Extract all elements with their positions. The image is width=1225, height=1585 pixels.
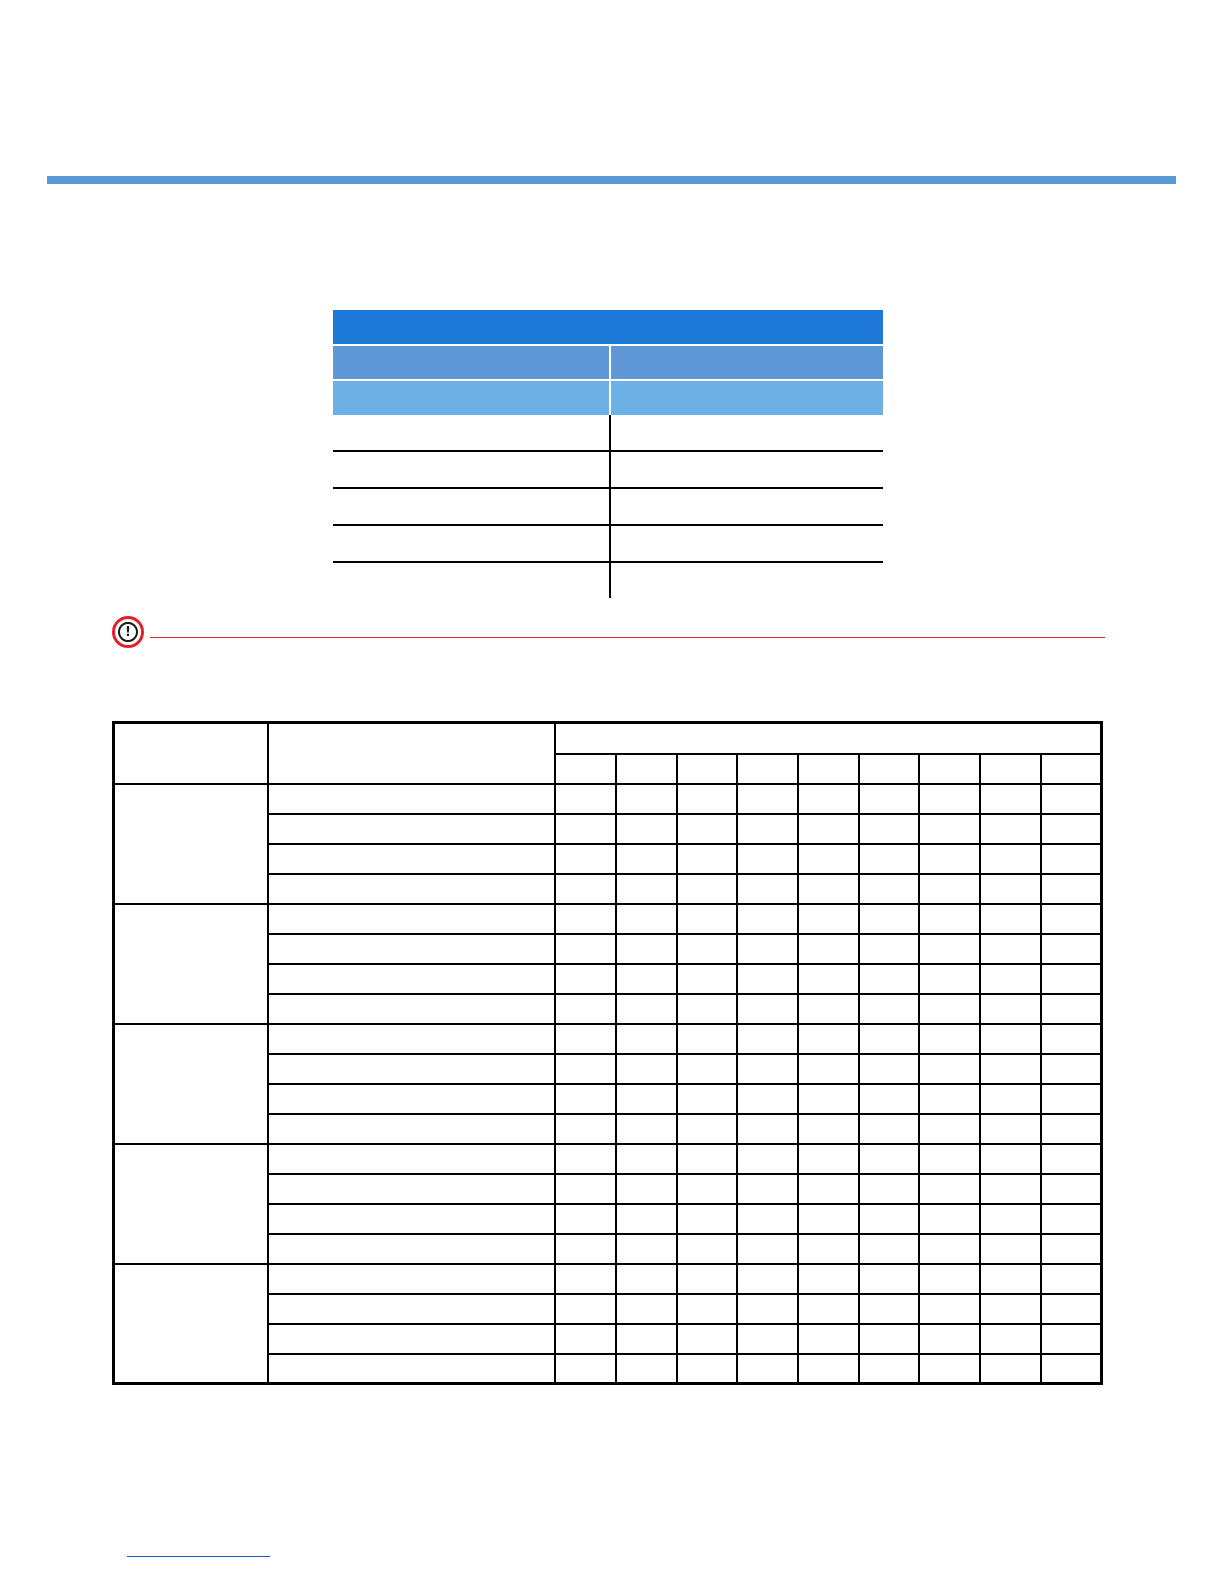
grid-col1-header — [114, 723, 269, 784]
spec-cell — [333, 451, 610, 488]
grid-cell — [1041, 1144, 1102, 1174]
spec-cell — [610, 562, 883, 598]
spec-header-cell — [333, 345, 610, 380]
grid-cell — [980, 904, 1041, 934]
grid-subheader-cell — [555, 754, 616, 784]
grid-cell — [859, 1114, 920, 1144]
grid-cell — [859, 844, 920, 874]
footer-link[interactable] — [127, 1556, 270, 1557]
grid-cell — [555, 994, 616, 1024]
grid-row-label — [268, 874, 555, 904]
grid-cell — [1041, 1114, 1102, 1144]
grid-cell — [555, 874, 616, 904]
spec-header-cell — [610, 345, 883, 380]
spec-table — [333, 310, 883, 598]
grid-cell — [919, 1114, 980, 1144]
grid-cell — [737, 934, 798, 964]
grid-cell — [616, 1054, 677, 1084]
grid-cell — [616, 1114, 677, 1144]
grid-cell — [980, 964, 1041, 994]
grid-cell — [677, 814, 738, 844]
grid-subheader-cell — [859, 754, 920, 784]
grid-subheader-cell — [1041, 754, 1102, 784]
grid-cell — [859, 1144, 920, 1174]
grid-group-label — [114, 904, 269, 1024]
grid-cell — [616, 1264, 677, 1294]
grid-row-label — [268, 1144, 555, 1174]
grid-cell — [798, 1324, 859, 1354]
grid-cell — [677, 1084, 738, 1114]
grid-cell — [980, 1114, 1041, 1144]
grid-row-label — [268, 1114, 555, 1144]
grid-cell — [677, 784, 738, 814]
grid-cell — [798, 814, 859, 844]
grid-cell — [616, 784, 677, 814]
grid-cell — [737, 1204, 798, 1234]
grid-cell — [677, 934, 738, 964]
grid-cell — [798, 1264, 859, 1294]
grid-cell — [919, 1024, 980, 1054]
exclamation-mark-glyph: ! — [118, 622, 138, 642]
grid-cell — [555, 1204, 616, 1234]
grid-cell — [980, 844, 1041, 874]
grid-cell — [616, 1144, 677, 1174]
grid-cell — [677, 1114, 738, 1144]
grid-cell — [1041, 814, 1102, 844]
grid-row-label — [268, 1354, 555, 1384]
grid-group-header — [555, 723, 1101, 754]
grid-cell — [677, 1024, 738, 1054]
grid-cell — [919, 1354, 980, 1384]
grid-cell — [555, 1324, 616, 1354]
grid-cell — [980, 994, 1041, 1024]
grid-cell — [798, 1024, 859, 1054]
grid-cell — [798, 1084, 859, 1114]
grid-cell — [1041, 1264, 1102, 1294]
grid-cell — [859, 1204, 920, 1234]
spec-table-row — [333, 451, 883, 488]
grid-row-label — [268, 1294, 555, 1324]
grid-cell — [677, 904, 738, 934]
grid-cell — [1041, 1324, 1102, 1354]
grid-cell — [798, 844, 859, 874]
grid-cell — [737, 1024, 798, 1054]
grid-cell — [859, 1174, 920, 1204]
grid-cell — [859, 1354, 920, 1384]
spec-cell — [610, 451, 883, 488]
grid-cell — [1041, 844, 1102, 874]
grid-cell — [737, 844, 798, 874]
spec-table-subheader-row — [333, 380, 883, 415]
grid-cell — [616, 994, 677, 1024]
grid-cell — [1041, 904, 1102, 934]
grid-cell — [737, 874, 798, 904]
grid-cell — [919, 814, 980, 844]
grid-cell — [555, 1354, 616, 1384]
data-grid-table — [112, 721, 1103, 1385]
grid-cell — [980, 1174, 1041, 1204]
grid-row-label — [268, 934, 555, 964]
grid-row — [114, 1024, 1102, 1054]
grid-cell — [555, 934, 616, 964]
spec-cell — [333, 415, 610, 451]
grid-row — [114, 1264, 1102, 1294]
grid-cell — [1041, 1204, 1102, 1234]
grid-cell — [1041, 964, 1102, 994]
grid-cell — [919, 1204, 980, 1234]
spec-cell — [610, 415, 883, 451]
spec-cell — [333, 488, 610, 525]
grid-row-label — [268, 1234, 555, 1264]
grid-cell — [737, 1324, 798, 1354]
grid-cell — [919, 1234, 980, 1264]
grid-cell — [859, 1294, 920, 1324]
grid-cell — [859, 934, 920, 964]
grid-cell — [616, 1294, 677, 1324]
grid-row-label — [268, 1324, 555, 1354]
grid-cell — [737, 904, 798, 934]
grid-row-label — [268, 1084, 555, 1114]
grid-cell — [616, 1324, 677, 1354]
grid-cell — [798, 1174, 859, 1204]
grid-cell — [555, 964, 616, 994]
grid-cell — [555, 904, 616, 934]
grid-cell — [798, 904, 859, 934]
grid-cell — [616, 1024, 677, 1054]
grid-cell — [1041, 1294, 1102, 1324]
grid-row-label — [268, 1204, 555, 1234]
grid-cell — [737, 994, 798, 1024]
grid-cell — [677, 874, 738, 904]
grid-cell — [677, 1294, 738, 1324]
grid-cell — [859, 1024, 920, 1054]
grid-cell — [737, 1294, 798, 1324]
grid-row-label — [268, 1054, 555, 1084]
grid-cell — [1041, 1054, 1102, 1084]
grid-cell — [798, 1234, 859, 1264]
grid-cell — [980, 1144, 1041, 1174]
grid-cell — [737, 1174, 798, 1204]
grid-cell — [919, 1144, 980, 1174]
spec-table-row — [333, 488, 883, 525]
grid-cell — [919, 1084, 980, 1114]
grid-group-label — [114, 1264, 269, 1384]
grid-cell — [798, 1204, 859, 1234]
grid-cell — [919, 1294, 980, 1324]
grid-cell — [677, 1324, 738, 1354]
grid-cell — [919, 964, 980, 994]
grid-cell — [737, 784, 798, 814]
grid-cell — [919, 994, 980, 1024]
grid-cell — [919, 904, 980, 934]
grid-cell — [919, 1324, 980, 1354]
grid-cell — [919, 874, 980, 904]
grid-cell — [919, 1264, 980, 1294]
grid-cell — [555, 1234, 616, 1264]
grid-subheader-cell — [677, 754, 738, 784]
spec-table-row — [333, 525, 883, 562]
grid-header-row — [114, 723, 1102, 754]
grid-cell — [737, 1264, 798, 1294]
grid-cell — [616, 1174, 677, 1204]
grid-row-label — [268, 814, 555, 844]
grid-cell — [677, 964, 738, 994]
grid-cell — [677, 1054, 738, 1084]
grid-cell — [1041, 1084, 1102, 1114]
grid-cell — [980, 1354, 1041, 1384]
grid-cell — [677, 1174, 738, 1204]
grid-subheader-cell — [737, 754, 798, 784]
grid-cell — [859, 1264, 920, 1294]
grid-row-label — [268, 1024, 555, 1054]
grid-cell — [980, 1054, 1041, 1084]
grid-cell — [919, 784, 980, 814]
grid-cell — [616, 814, 677, 844]
grid-cell — [555, 1174, 616, 1204]
grid-cell — [555, 784, 616, 814]
grid-row-label — [268, 964, 555, 994]
grid-cell — [737, 1144, 798, 1174]
grid-subheader-cell — [798, 754, 859, 784]
spec-subheader-cell — [333, 380, 610, 415]
grid-cell — [980, 1264, 1041, 1294]
grid-cell — [616, 1234, 677, 1264]
grid-row — [114, 1144, 1102, 1174]
spec-table-row — [333, 415, 883, 451]
grid-subheader-cell — [616, 754, 677, 784]
grid-cell — [677, 994, 738, 1024]
grid-cell — [1041, 1354, 1102, 1384]
grid-cell — [555, 844, 616, 874]
grid-cell — [737, 1354, 798, 1384]
grid-cell — [737, 1054, 798, 1084]
grid-cell — [555, 1084, 616, 1114]
grid-cell — [555, 1054, 616, 1084]
grid-cell — [1041, 1174, 1102, 1204]
grid-cell — [616, 1084, 677, 1114]
grid-cell — [616, 904, 677, 934]
spec-cell — [610, 525, 883, 562]
grid-cell — [980, 1294, 1041, 1324]
grid-cell — [859, 994, 920, 1024]
grid-cell — [737, 1234, 798, 1264]
spec-cell — [333, 525, 610, 562]
grid-cell — [859, 964, 920, 994]
grid-cell — [980, 814, 1041, 844]
grid-cell — [980, 1084, 1041, 1114]
grid-cell — [616, 934, 677, 964]
grid-cell — [798, 1294, 859, 1324]
grid-cell — [555, 814, 616, 844]
grid-cell — [616, 964, 677, 994]
grid-row — [114, 784, 1102, 814]
grid-cell — [859, 874, 920, 904]
grid-cell — [980, 1204, 1041, 1234]
grid-cell — [1041, 934, 1102, 964]
grid-col2-header — [268, 723, 555, 784]
grid-cell — [555, 1114, 616, 1144]
grid-cell — [677, 1354, 738, 1384]
spec-cell — [610, 488, 883, 525]
grid-cell — [798, 964, 859, 994]
spec-cell — [333, 562, 610, 598]
grid-subheader-cell — [919, 754, 980, 784]
grid-cell — [616, 874, 677, 904]
grid-cell — [919, 934, 980, 964]
spec-table-row — [333, 562, 883, 598]
spec-subheader-cell — [610, 380, 883, 415]
spec-table-title — [333, 310, 883, 345]
grid-cell — [859, 1324, 920, 1354]
grid-cell — [616, 1354, 677, 1384]
grid-cell — [798, 934, 859, 964]
grid-cell — [980, 1324, 1041, 1354]
header-accent-rule — [47, 176, 1176, 184]
grid-cell — [555, 1144, 616, 1174]
grid-cell — [798, 1054, 859, 1084]
warning-rule — [150, 637, 1105, 638]
grid-cell — [859, 814, 920, 844]
grid-cell — [859, 784, 920, 814]
grid-cell — [555, 1294, 616, 1324]
grid-row-label — [268, 904, 555, 934]
grid-cell — [859, 1234, 920, 1264]
grid-cell — [798, 994, 859, 1024]
grid-cell — [1041, 784, 1102, 814]
grid-row-label — [268, 784, 555, 814]
grid-cell — [677, 1234, 738, 1264]
grid-cell — [737, 1114, 798, 1144]
grid-cell — [737, 814, 798, 844]
grid-cell — [980, 1024, 1041, 1054]
grid-group-label — [114, 1144, 269, 1264]
grid-cell — [1041, 874, 1102, 904]
grid-cell — [798, 784, 859, 814]
grid-group-label — [114, 784, 269, 904]
grid-cell — [616, 1204, 677, 1234]
grid-row-label — [268, 994, 555, 1024]
grid-cell — [555, 1264, 616, 1294]
grid-cell — [919, 1054, 980, 1084]
grid-cell — [677, 1264, 738, 1294]
grid-cell — [1041, 1234, 1102, 1264]
grid-cell — [1041, 1024, 1102, 1054]
grid-row — [114, 904, 1102, 934]
grid-cell — [1041, 994, 1102, 1024]
grid-cell — [919, 1174, 980, 1204]
grid-row-label — [268, 844, 555, 874]
grid-cell — [859, 1054, 920, 1084]
grid-row-label — [268, 1174, 555, 1204]
grid-cell — [798, 1114, 859, 1144]
grid-group-label — [114, 1024, 269, 1144]
grid-cell — [737, 1084, 798, 1114]
grid-cell — [980, 1234, 1041, 1264]
grid-cell — [980, 784, 1041, 814]
spec-table-header-row — [333, 345, 883, 380]
grid-cell — [980, 934, 1041, 964]
grid-cell — [859, 904, 920, 934]
grid-cell — [798, 874, 859, 904]
grid-cell — [737, 964, 798, 994]
grid-cell — [677, 1144, 738, 1174]
exclamation-circle-icon — [112, 616, 144, 648]
grid-cell — [859, 1084, 920, 1114]
grid-cell — [980, 874, 1041, 904]
grid-cell — [616, 844, 677, 874]
grid-cell — [798, 1354, 859, 1384]
grid-row-label — [268, 1264, 555, 1294]
grid-cell — [919, 844, 980, 874]
grid-cell — [798, 1144, 859, 1174]
grid-subheader-cell — [980, 754, 1041, 784]
grid-cell — [677, 844, 738, 874]
grid-cell — [677, 1204, 738, 1234]
grid-cell — [555, 1024, 616, 1054]
